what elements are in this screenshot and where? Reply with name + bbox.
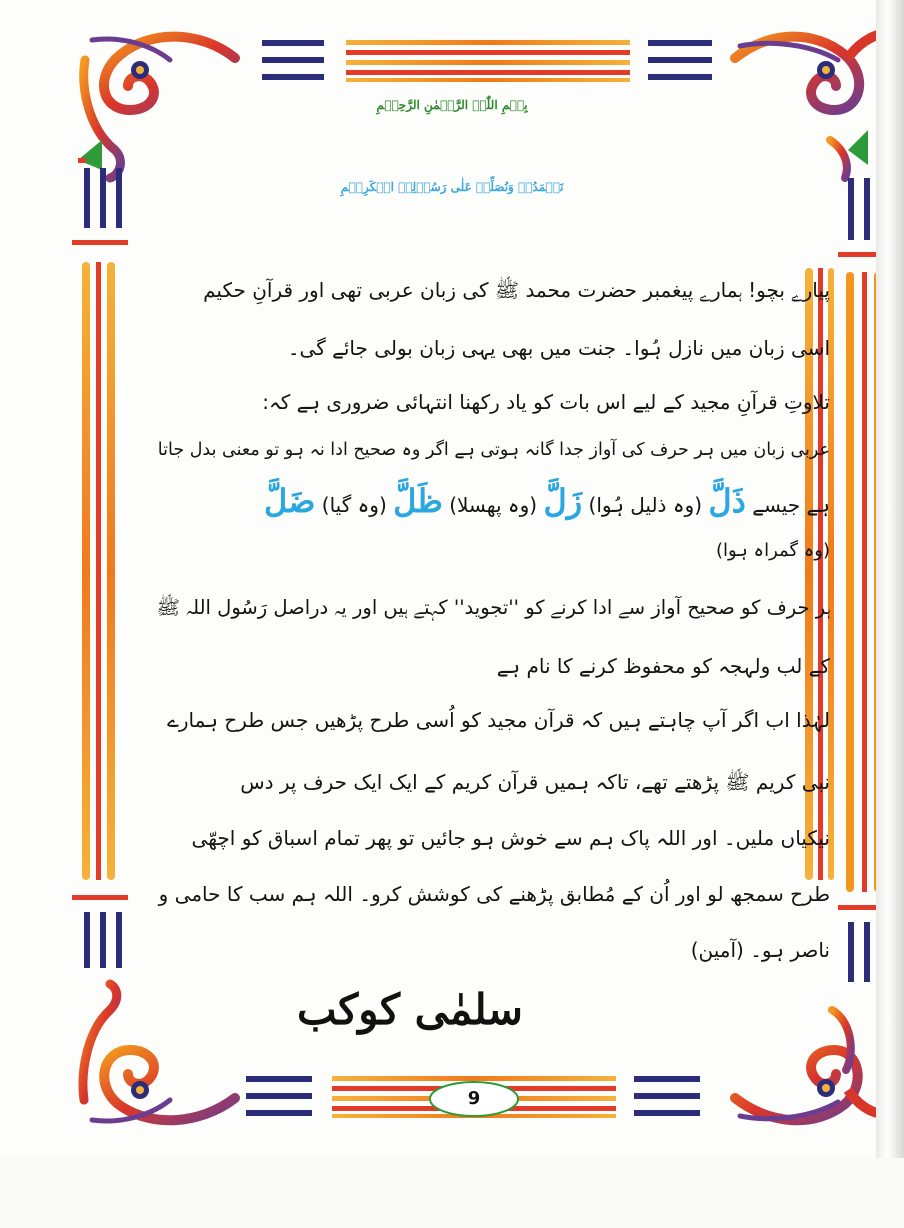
example-meaning: (وہ گمراہ ہوا) [715, 540, 830, 561]
text-line: ہر حرف کو صحیح آواز سے ادا کرنے کو ''تجوید'' کہتے ہیں اور یہ دراصل رَسُول اللہ ﷺ [156, 596, 830, 619]
top-border [262, 40, 712, 82]
text-line: اسی زبان میں نازل ہُوا۔ جنت میں بھی یہی زبان بولی جائے گی۔ [287, 336, 830, 360]
text-line: تلاوتِ قرآنِ مجید کے لیے اس بات کو یاد رکھنا انتہائی ضروری ہے کہ: [262, 390, 830, 414]
examples-prefix: ہے جیسے [752, 493, 830, 517]
text-line: لہٰذا اب اگر آپ چاہتے ہیں کہ قرآن مجید کو اُسی طرح پڑھیں جس طرح ہمارے [167, 708, 830, 732]
text-line: پیارے بچو! ہمارے پیغمبر حضرت محمد ﷺ کی زبان عربی تھی اور قرآنِ حکیم [203, 278, 830, 302]
text-line: ناصر ہو۔ (آمین) [690, 938, 830, 962]
example-word: ذَلَّ [708, 482, 746, 520]
example-meaning: (وہ ذلیل ہُوا) [588, 493, 703, 517]
left-border [72, 168, 128, 968]
example-meaning: (وہ گیا) [321, 493, 387, 517]
example-word: زَلَّ [543, 482, 583, 520]
page-number: 9 [467, 1088, 481, 1109]
text-line: کے لب ولہجہ کو محفوظ کرنے کا نام ہے [496, 654, 830, 678]
hamd-heading: نَحۡمَدُہٗ وَنُصَلِّیۡ عَلٰی رَسُوۡلِہِ الۡکَرِیۡمِ [340, 180, 564, 194]
examples-line [264, 482, 830, 520]
example-word: ظَلَّ [393, 482, 443, 520]
text-line: نبی کریم ﷺ پڑھتے تھے، تاکہ ہمیں قرآن کریم کے ایک ایک حرف پر دس [240, 770, 830, 794]
bismillah-heading: بِسۡمِ اللّٰہِ الرَّحۡمٰنِ الرَّحِیۡمِ [376, 98, 528, 112]
example-word: ضَلَّ [264, 482, 316, 520]
corner-ornament-bottom-left [83, 984, 235, 1121]
text-line: عربی زبان میں ہر حرف کی آواز جدا گانہ ہوتی ہے اگر وہ صحیح ادا نہ ہو تو معنی بدل جاتا [157, 440, 830, 460]
text-line: نیکیاں ملیں۔ اور اللہ پاک ہم سے خوش ہو جائیں تو پھر تمام اسباق کو اچھّی [191, 826, 830, 850]
text-line: طرح سمجھ لو اور اُن کے مُطابق پڑھنے کی کوشش کرو۔ اللہ ہم سب کا حامی و [158, 882, 830, 906]
author-signature: سلمٰی کوکب [297, 985, 523, 1034]
page-margin [0, 1158, 904, 1228]
example-meaning: (وہ پھسلا) [449, 493, 538, 517]
